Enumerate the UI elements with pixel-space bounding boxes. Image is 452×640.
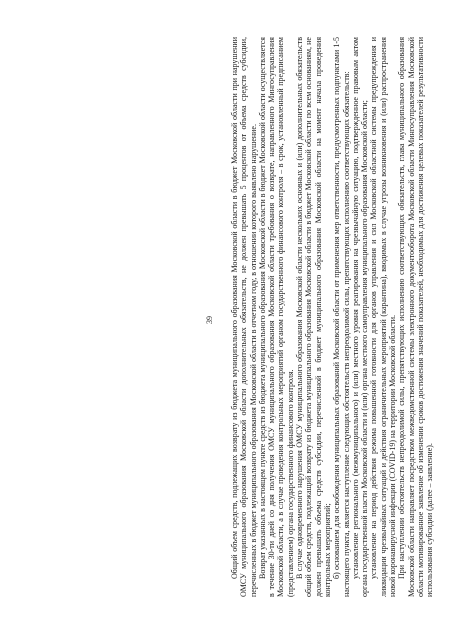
- paragraph: установление на период действия режима повышенной готовности для органов управления и сил Московской областной системы предупреждения и ликвидации чрезвычайных ситуаций и действия ограничительных мероприятий (карантина), вводимых в случае угрозы возникновения и (или) распространения новой коронавирусной инфекции (COVID-19) на территории Московской области.: [369, 37, 398, 597]
- paragraph: б) основанием для освобождения муниципальных образований Московской области от применения мер ответственности, предусмотренных подпунктами 1-5 настоящего пункта, является наступление следующих обстоятельств непреодолимой силы, препятствующих исполнению соответствующих обязательств:: [332, 37, 351, 597]
- body-text: [230, 37, 435, 597]
- paragraph: Общий объем средств, подлежащих возврату из бюджета муниципального образования Московской области в бюджет Московской области при нарушении ОМСУ муниципального образования Московской области дополнительных обязательств, не должен превышать 5 процентов от объема средств субсидии, перечисленных в бюджет муниципального образования Московской области в отчетном году, в отношении которого выявлено нарушение.: [230, 37, 258, 597]
- page-number: 39: [205, 316, 214, 324]
- paragraph: Возврат указанных в настоящем пункте средств из бюджета муниципального образования Московской области в бюджет Московской области осуществляется в течение 30-ти дней со дня получения ОМСУ муниципального образования Московской области требования о возврате, направленного Мингосуправления Московской области, а в случае проведения контрольных мероприятий органом государственного финансового контроля – в срок, установленный предписанием (представлением) органа государственного финансового контроля.: [257, 37, 295, 597]
- paragraph: В случае одновременного нарушения ОМСУ муниципального образования Московской области нескольких основных и (или) дополнительных обязательств общий объем средств, подлежащий возврату из бюджета муниципального образования Московской области в бюджет Московской области по всем основаниям, не должен превышать объема средств субсидии, перечисленной в бюджет муниципального образования Московской области на момент начала проведения контрольных мероприятий;: [295, 37, 332, 597]
- paragraph: При наступлении обстоятельств непреодолимой силы, препятствующих исполнению соответствующих обязательств, глава муниципального образования Московской области направляет посредством межведомственной системы электронного документооборота Московской области Мингосуправления Московской области мотивированное заявление об изменении сроков достижения значений показателей, необходимых для достижения целевых показателей результативности использования субсидии (далее – заявление).: [397, 37, 435, 597]
- paragraph: установление регионального (межмуниципального) и (или) местного уровня реагирования на чрезвычайную ситуацию, подтвержденное правовым актом органа государственной власти Московской области и (или) органа местного самоуправления муниципального образования Московской области;: [350, 37, 370, 597]
